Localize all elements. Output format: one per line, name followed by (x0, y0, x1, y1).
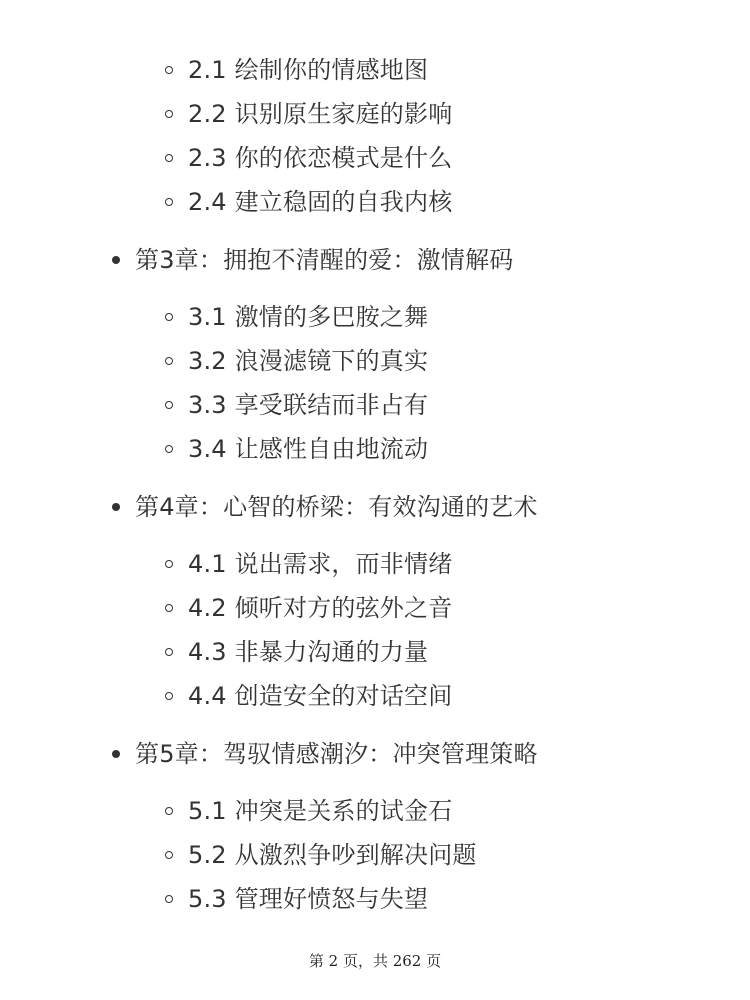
circle-bullet-icon (165, 560, 173, 568)
circle-bullet-icon (165, 357, 173, 365)
toc-section-text: 2.1 绘制你的情感地图 (188, 56, 429, 84)
disc-bullet-icon (112, 256, 120, 264)
toc-section-text: 4.1 说出需求，而非情绪 (188, 550, 453, 578)
toc-section-text: 5.1 冲突是关系的试金石 (188, 797, 453, 825)
circle-bullet-icon (165, 851, 173, 859)
circle-bullet-icon (165, 110, 173, 118)
toc-section-text: 5.3 管理好愤怒与失望 (188, 885, 429, 913)
circle-bullet-icon (165, 445, 173, 453)
circle-bullet-icon (165, 66, 173, 74)
circle-bullet-icon (165, 807, 173, 815)
disc-bullet-icon (112, 503, 120, 511)
circle-bullet-icon (165, 895, 173, 903)
toc-section-text: 4.4 创造安全的对话空间 (188, 682, 453, 710)
toc-section-text: 2.2 识别原生家庭的影响 (188, 100, 453, 128)
toc-chapter-text: 第4章：心智的桥梁：有效沟通的艺术 (135, 493, 538, 521)
toc-section-text: 2.3 你的依恋模式是什么 (188, 144, 453, 172)
toc-section-text: 3.1 激情的多巴胺之舞 (188, 303, 429, 331)
toc-section-text: 3.2 浪漫滤镜下的真实 (188, 347, 429, 375)
toc-section-text: 4.3 非暴力沟通的力量 (188, 638, 429, 666)
toc-section-text: 2.4 建立稳固的自我内核 (188, 188, 453, 216)
toc-section-text: 3.3 享受联结而非占有 (188, 391, 429, 419)
circle-bullet-icon (165, 604, 173, 612)
circle-bullet-icon (165, 648, 173, 656)
disc-bullet-icon (112, 750, 120, 758)
circle-bullet-icon (165, 692, 173, 700)
circle-bullet-icon (165, 313, 173, 321)
page-number-footer: 第 2 页，共 262 页 (308, 952, 442, 970)
circle-bullet-icon (165, 154, 173, 162)
toc-section-text: 5.2 从激烈争吵到解决问题 (188, 841, 477, 869)
toc-chapter-text: 第3章：拥抱不清醒的爱：激情解码 (135, 246, 514, 274)
toc-section-text: 4.2 倾听对方的弦外之音 (188, 594, 453, 622)
toc-chapter-text: 第5章：驾驭情感潮汐：冲突管理策略 (135, 740, 538, 768)
toc-section-text: 3.4 让感性自由地流动 (188, 435, 429, 463)
circle-bullet-icon (165, 198, 173, 206)
circle-bullet-icon (165, 401, 173, 409)
